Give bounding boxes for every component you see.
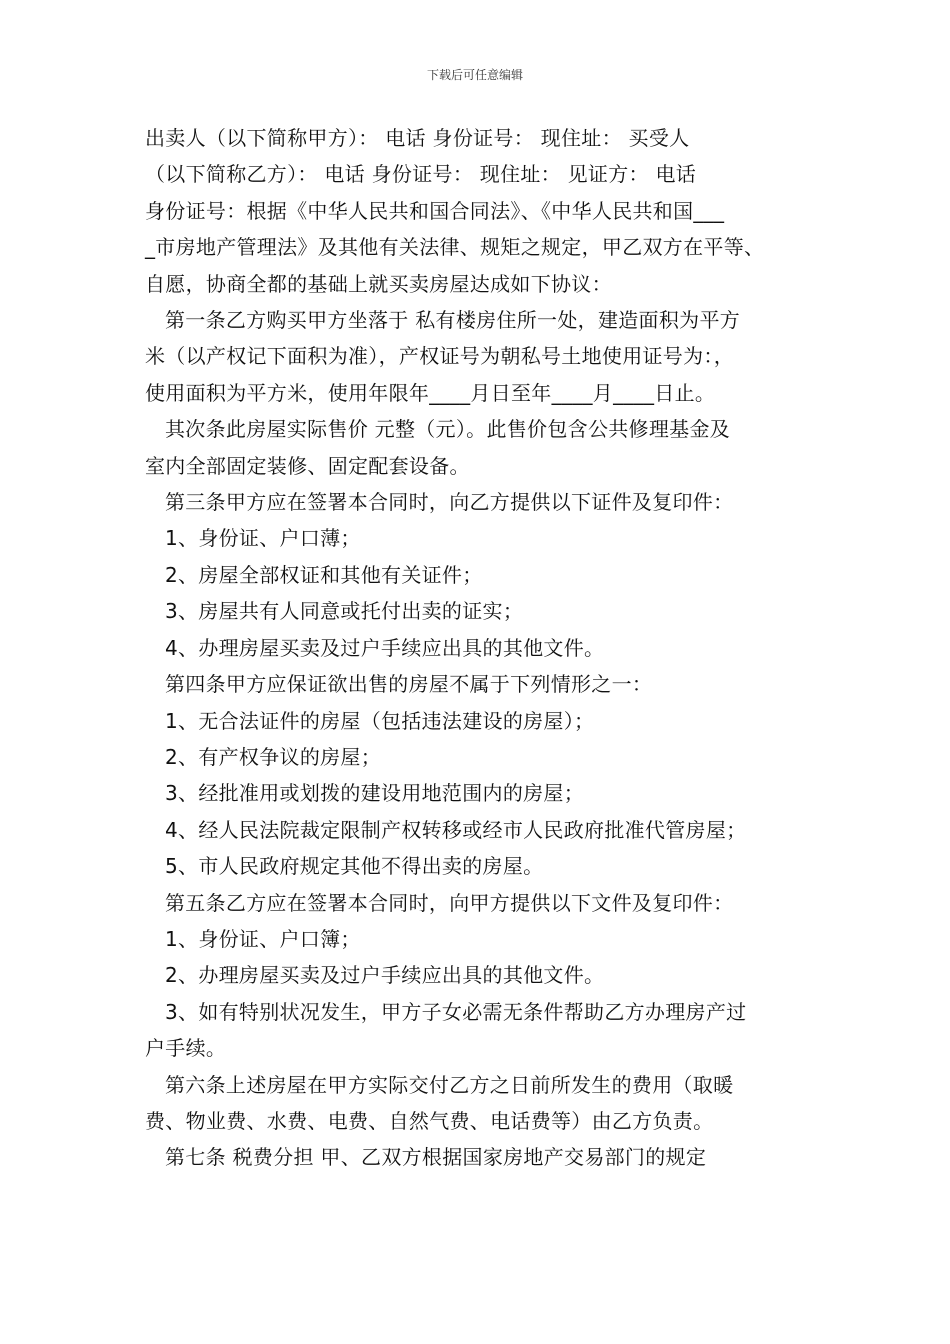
text-line: 第四条甲方应保证欲出售的房屋不属于下列情形之一： xyxy=(165,672,653,697)
text-line: _市房地产管理法》及其他有关法律、规矩之规定，甲乙双方在平等、 xyxy=(145,235,765,260)
text-line: 2、有产权争议的房屋； xyxy=(165,744,382,769)
text-line: 出卖人（以下简称甲方）： 电话 身份证号： 现住址： 买受人 xyxy=(145,126,690,150)
text-line: 第一条乙方购买甲方坐落于 私有楼房住所一处，建造面积为平方 xyxy=(165,308,741,333)
text-line: 室内全部固定装修、固定配套设备。 xyxy=(145,453,470,478)
text-line: 费、物业费、水费、电费、自然气费、电话费等）由乙方负责。 xyxy=(145,1108,714,1133)
text-line: 5、市人民政府规定其他不得出卖的房屋。 xyxy=(165,854,544,879)
text-line: 第六条上述房屋在甲方实际交付乙方之日前所发生的费用（取暖 xyxy=(165,1072,734,1097)
text-line: 1、身份证、户口薄； xyxy=(165,526,361,551)
text-line: 其次条此房屋实际售价 元整（元）。此售价包含公共修理基金及 xyxy=(165,417,731,442)
contract-body xyxy=(145,120,815,1176)
text-line: 2、办理房屋买卖及过户手续应出具的其他文件。 xyxy=(165,963,605,988)
text-line: 1、无合法证件的房屋（包括违法建设的房屋）； xyxy=(165,708,595,733)
text-line: 自愿，协商全都的基础上就买卖房屋达成如下协议： xyxy=(145,271,612,296)
text-line: 第七条 税费分担 甲、乙双方根据国家房地产交易部门的规定 xyxy=(165,1145,707,1170)
text-line: 使用面积为平方米，使用年限年____月日至年____月____日止。 xyxy=(145,380,716,405)
text-line: 身份证号：根据《中华人民共和国合同法》、《中华人民共和国___ xyxy=(145,198,725,223)
text-line: 3、经批准用或划拨的建设用地范围内的房屋； xyxy=(165,781,585,806)
text-line: 1、身份证、户口簿； xyxy=(165,926,361,951)
text-line: 米（以产权记下面积为准），产权证号为朝私号土地使用证号为：， xyxy=(145,344,734,369)
text-line: 第三条甲方应在签署本合同时，向乙方提供以下证件及复印件： xyxy=(165,490,734,515)
text-line: 3、如有特别状况发生，甲方子女必需无条件帮助乙方办理房产过 xyxy=(165,999,747,1024)
text-line: 4、办理房屋买卖及过户手续应出具的其他文件。 xyxy=(165,635,605,660)
text-line: 3、房屋共有人同意或托付出卖的证实； xyxy=(165,599,524,624)
text-line: 4、经人民法院裁定限制产权转移或经市人民政府批准代管房屋； xyxy=(165,817,747,842)
text-line: 2、房屋全部权证和其他有关证件； xyxy=(165,562,483,587)
text-line: 户手续。 xyxy=(145,1036,227,1061)
text-line: 第五条乙方应在签署本合同时，向甲方提供以下文件及复印件： xyxy=(165,890,734,915)
text-line: （以下简称乙方）： 电话 身份证号： 现住址： 见证方： 电话 xyxy=(145,162,697,187)
page-header: 下载后可任意编辑 xyxy=(426,68,523,82)
